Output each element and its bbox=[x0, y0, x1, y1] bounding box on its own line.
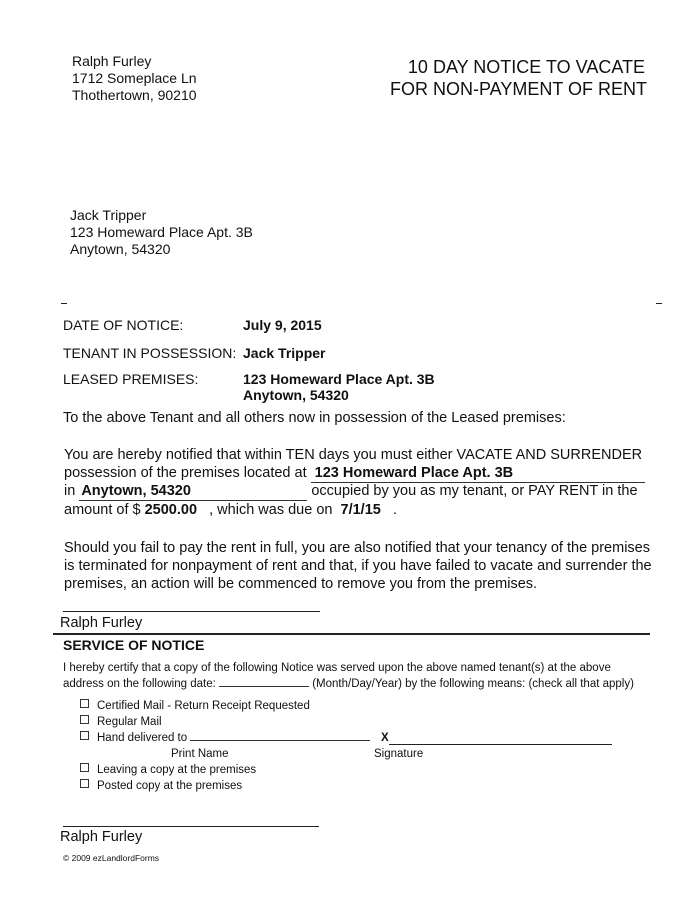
certify-line-2 bbox=[63, 676, 634, 692]
para2-line-1: Should you fail to pay the rent in full, you are also notified that your tenancy of the premises bbox=[64, 540, 650, 556]
signature-line-1 bbox=[63, 611, 320, 612]
fold-mark-left bbox=[61, 303, 67, 304]
premises-value-1: 123 Homeward Place Apt. 3B bbox=[243, 371, 435, 387]
checkbox[interactable] bbox=[80, 779, 89, 788]
landlord-name: Ralph Furley bbox=[72, 53, 152, 69]
para2-line-2: is terminated for nonpayment of rent and that, if you have failed to vacate and surrender the bbox=[64, 558, 652, 574]
notice-text: amount of $ bbox=[64, 502, 141, 518]
checkbox[interactable] bbox=[80, 715, 89, 724]
notice-line-3 bbox=[64, 482, 638, 501]
date-label: DATE OF NOTICE: bbox=[63, 317, 184, 333]
checkbox[interactable] bbox=[80, 763, 89, 772]
option-label: Regular Mail bbox=[97, 716, 162, 728]
option-regular-mail[interactable] bbox=[80, 714, 162, 730]
certify-text: (Month/Day/Year) by the following means: (check all that apply) bbox=[312, 678, 634, 690]
landlord-address-1: 1712 Someplace Ln bbox=[72, 70, 197, 86]
landlord-address-2: Thothertown, 90210 bbox=[72, 87, 197, 103]
notice-text: . bbox=[392, 502, 397, 518]
option-label: Leaving a copy at the premises bbox=[97, 764, 257, 776]
tenant-label: TENANT IN POSSESSION: bbox=[63, 345, 237, 361]
title-line-1: 10 DAY NOTICE TO VACATE bbox=[407, 57, 645, 77]
due-date: 7/1/15 bbox=[340, 502, 381, 518]
signature-label: Signature bbox=[374, 748, 424, 760]
intro-text: To the above Tenant and all others now in possession of the Leased premises: bbox=[63, 410, 566, 426]
notice-text: in bbox=[64, 483, 76, 499]
service-date-field[interactable] bbox=[219, 686, 309, 687]
date-value: July 9, 2015 bbox=[243, 317, 322, 333]
x-mark: X bbox=[381, 732, 389, 744]
copyright: © 2009 ezLandlordForms bbox=[63, 853, 160, 863]
print-name-field[interactable] bbox=[190, 740, 370, 741]
notice-line-2 bbox=[64, 464, 645, 483]
notice-text: , which was due on bbox=[209, 502, 333, 518]
section-divider bbox=[53, 633, 650, 635]
option-posted-copy[interactable] bbox=[80, 778, 242, 794]
option-label: Hand delivered to bbox=[97, 732, 188, 744]
rent-amount: 2500.00 bbox=[144, 502, 198, 518]
checkbox[interactable] bbox=[80, 731, 89, 740]
tenant-name: Jack Tripper bbox=[70, 207, 147, 223]
option-certified-mail[interactable] bbox=[80, 698, 310, 714]
premises-address-field: 123 Homeward Place Apt. 3B bbox=[311, 464, 645, 483]
notice-line-4 bbox=[64, 501, 397, 519]
signature-line-2 bbox=[63, 826, 319, 827]
tenant-address-1: 123 Homeward Place Apt. 3B bbox=[70, 224, 253, 240]
tenant-value: Jack Tripper bbox=[243, 345, 326, 361]
signer-name-1: Ralph Furley bbox=[60, 615, 143, 631]
signer-name-2: Ralph Furley bbox=[60, 829, 143, 845]
premises-value-2: Anytown, 54320 bbox=[243, 387, 349, 403]
para2-line-3: premises, an action will be commenced to remove you from the premises. bbox=[64, 576, 538, 592]
signature-field[interactable] bbox=[389, 744, 612, 745]
certify-line-1: I hereby certify that a copy of the following Notice was served upon the above named tenant(s) at the above bbox=[63, 662, 611, 674]
title-line-2: FOR NON-PAYMENT OF RENT bbox=[389, 79, 647, 99]
notice-text: possession of the premises located at bbox=[64, 465, 307, 481]
notice-text: occupied by you as my tenant, or PAY RENT in the bbox=[311, 483, 638, 499]
print-name-label: Print Name bbox=[171, 748, 229, 760]
option-leaving-copy[interactable] bbox=[80, 762, 256, 778]
tenant-address-2: Anytown, 54320 bbox=[70, 241, 171, 257]
option-label: Posted copy at the premises bbox=[97, 780, 243, 792]
certify-text: address on the following date: bbox=[63, 678, 216, 690]
fold-mark-right bbox=[656, 303, 662, 304]
premises-city-field: Anytown, 54320 bbox=[79, 482, 307, 501]
option-hand-delivered[interactable] bbox=[80, 730, 370, 746]
premises-label: LEASED PREMISES: bbox=[63, 371, 199, 387]
option-label: Certified Mail - Return Receipt Requested bbox=[97, 700, 310, 712]
checkbox[interactable] bbox=[80, 699, 89, 708]
service-heading: SERVICE OF NOTICE bbox=[63, 637, 205, 653]
notice-line-1: You are hereby notified that within TEN days you must either VACATE AND SURRENDER bbox=[64, 447, 643, 463]
